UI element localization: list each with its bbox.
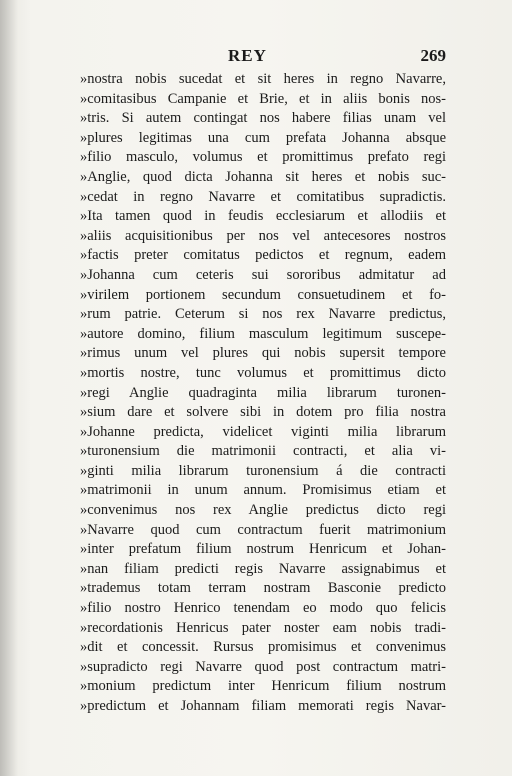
text-line: »matrimonii in unum annum. Promisimus etiam et — [80, 482, 446, 499]
text-line: »dit et concessit. Rursus promisimus et convenimus — [80, 639, 446, 656]
text-line: »Navarre quod cum contractum fuerit matrimonium — [80, 521, 446, 538]
text-line: »aliis acquisitionibus per nos vel antecesores nostros — [80, 227, 446, 244]
text-line: »Johanne predicta, videlicet viginti milia librarum — [80, 423, 446, 440]
body-text — [80, 70, 446, 717]
text-line: »Johanna cum ceteris sui sororibus admitatur ad — [80, 266, 446, 283]
text-line: »autore domino, filium masculum legitimum suscepe- — [80, 325, 446, 342]
text-line: »inter prefatum filium nostrum Henricum et Johan- — [80, 541, 446, 558]
text-line: »rimus unum vel plures qui nobis supersit tempore — [80, 345, 446, 362]
text-line: »monium predictum inter Henricum filium nostrum — [80, 678, 446, 695]
running-head: REY — [228, 46, 267, 65]
text-line: »nostra nobis sucedat et sit heres in regno Navarre, — [80, 71, 446, 87]
text-line: »trademus totam terram nostram Basconie predicto — [80, 580, 446, 597]
page-header — [78, 46, 446, 68]
text-line: »factis preter comitatus pedictos et regnum, eadem — [80, 247, 446, 264]
text-line: »mortis nostre, tunc volumus et promittimus dicto — [80, 364, 446, 381]
text-line: »filio nostro Henrico tenendam eo modo quo felicis — [80, 600, 446, 617]
text-line: »cedat in regno Navarre et comitatibus supradictis. — [80, 188, 446, 205]
text-line: »recordationis Henricus pater noster eam nobis tradi- — [80, 619, 446, 636]
text-line: »turonensium die matrimonii contracti, et alia vi- — [80, 443, 446, 460]
text-line: »tris. Si autem contingat nos habere filias unam vel — [80, 110, 446, 127]
text-line: »comitasibus Campanie et Brie, et in aliis bonis nos- — [80, 90, 446, 107]
text-line: »rum patrie. Ceterum si nos rex Navarre predictus, — [80, 306, 446, 323]
text-line: »ginti milia librarum turonensium á die contracti — [80, 462, 446, 479]
text-line: »Anglie, quod dicta Johanna sit heres et nobis suc- — [80, 168, 446, 185]
text-line: »regi Anglie quadraginta milia librarum turonen- — [80, 384, 446, 401]
page-number: 269 — [420, 46, 446, 65]
text-line: »nan filiam predicti regis Navarre assignabimus et — [80, 560, 446, 577]
text-line: »virilem portionem secundum consuetudinem et fo- — [80, 286, 446, 303]
text-line: »plures legitimas una cum prefata Johanna absque — [80, 129, 446, 146]
spine-shadow — [0, 0, 18, 776]
text-line: »supradicto regi Navarre quod post contractum matri- — [80, 658, 446, 675]
text-line: »predictum et Johannam filiam memorati regis Navar- — [80, 698, 446, 714]
text-line: »Ita tamen quod in feudis ecclesiarum et allodiis et — [80, 208, 446, 225]
text-line: »convenimus nos rex Anglie predictus dicto regi — [80, 502, 446, 519]
text-line: »sium dare et solvere sibi in dotem pro filia nostra — [80, 404, 446, 421]
text-line: »filio masculo, volumus et promittimus prefato regi — [80, 149, 446, 166]
